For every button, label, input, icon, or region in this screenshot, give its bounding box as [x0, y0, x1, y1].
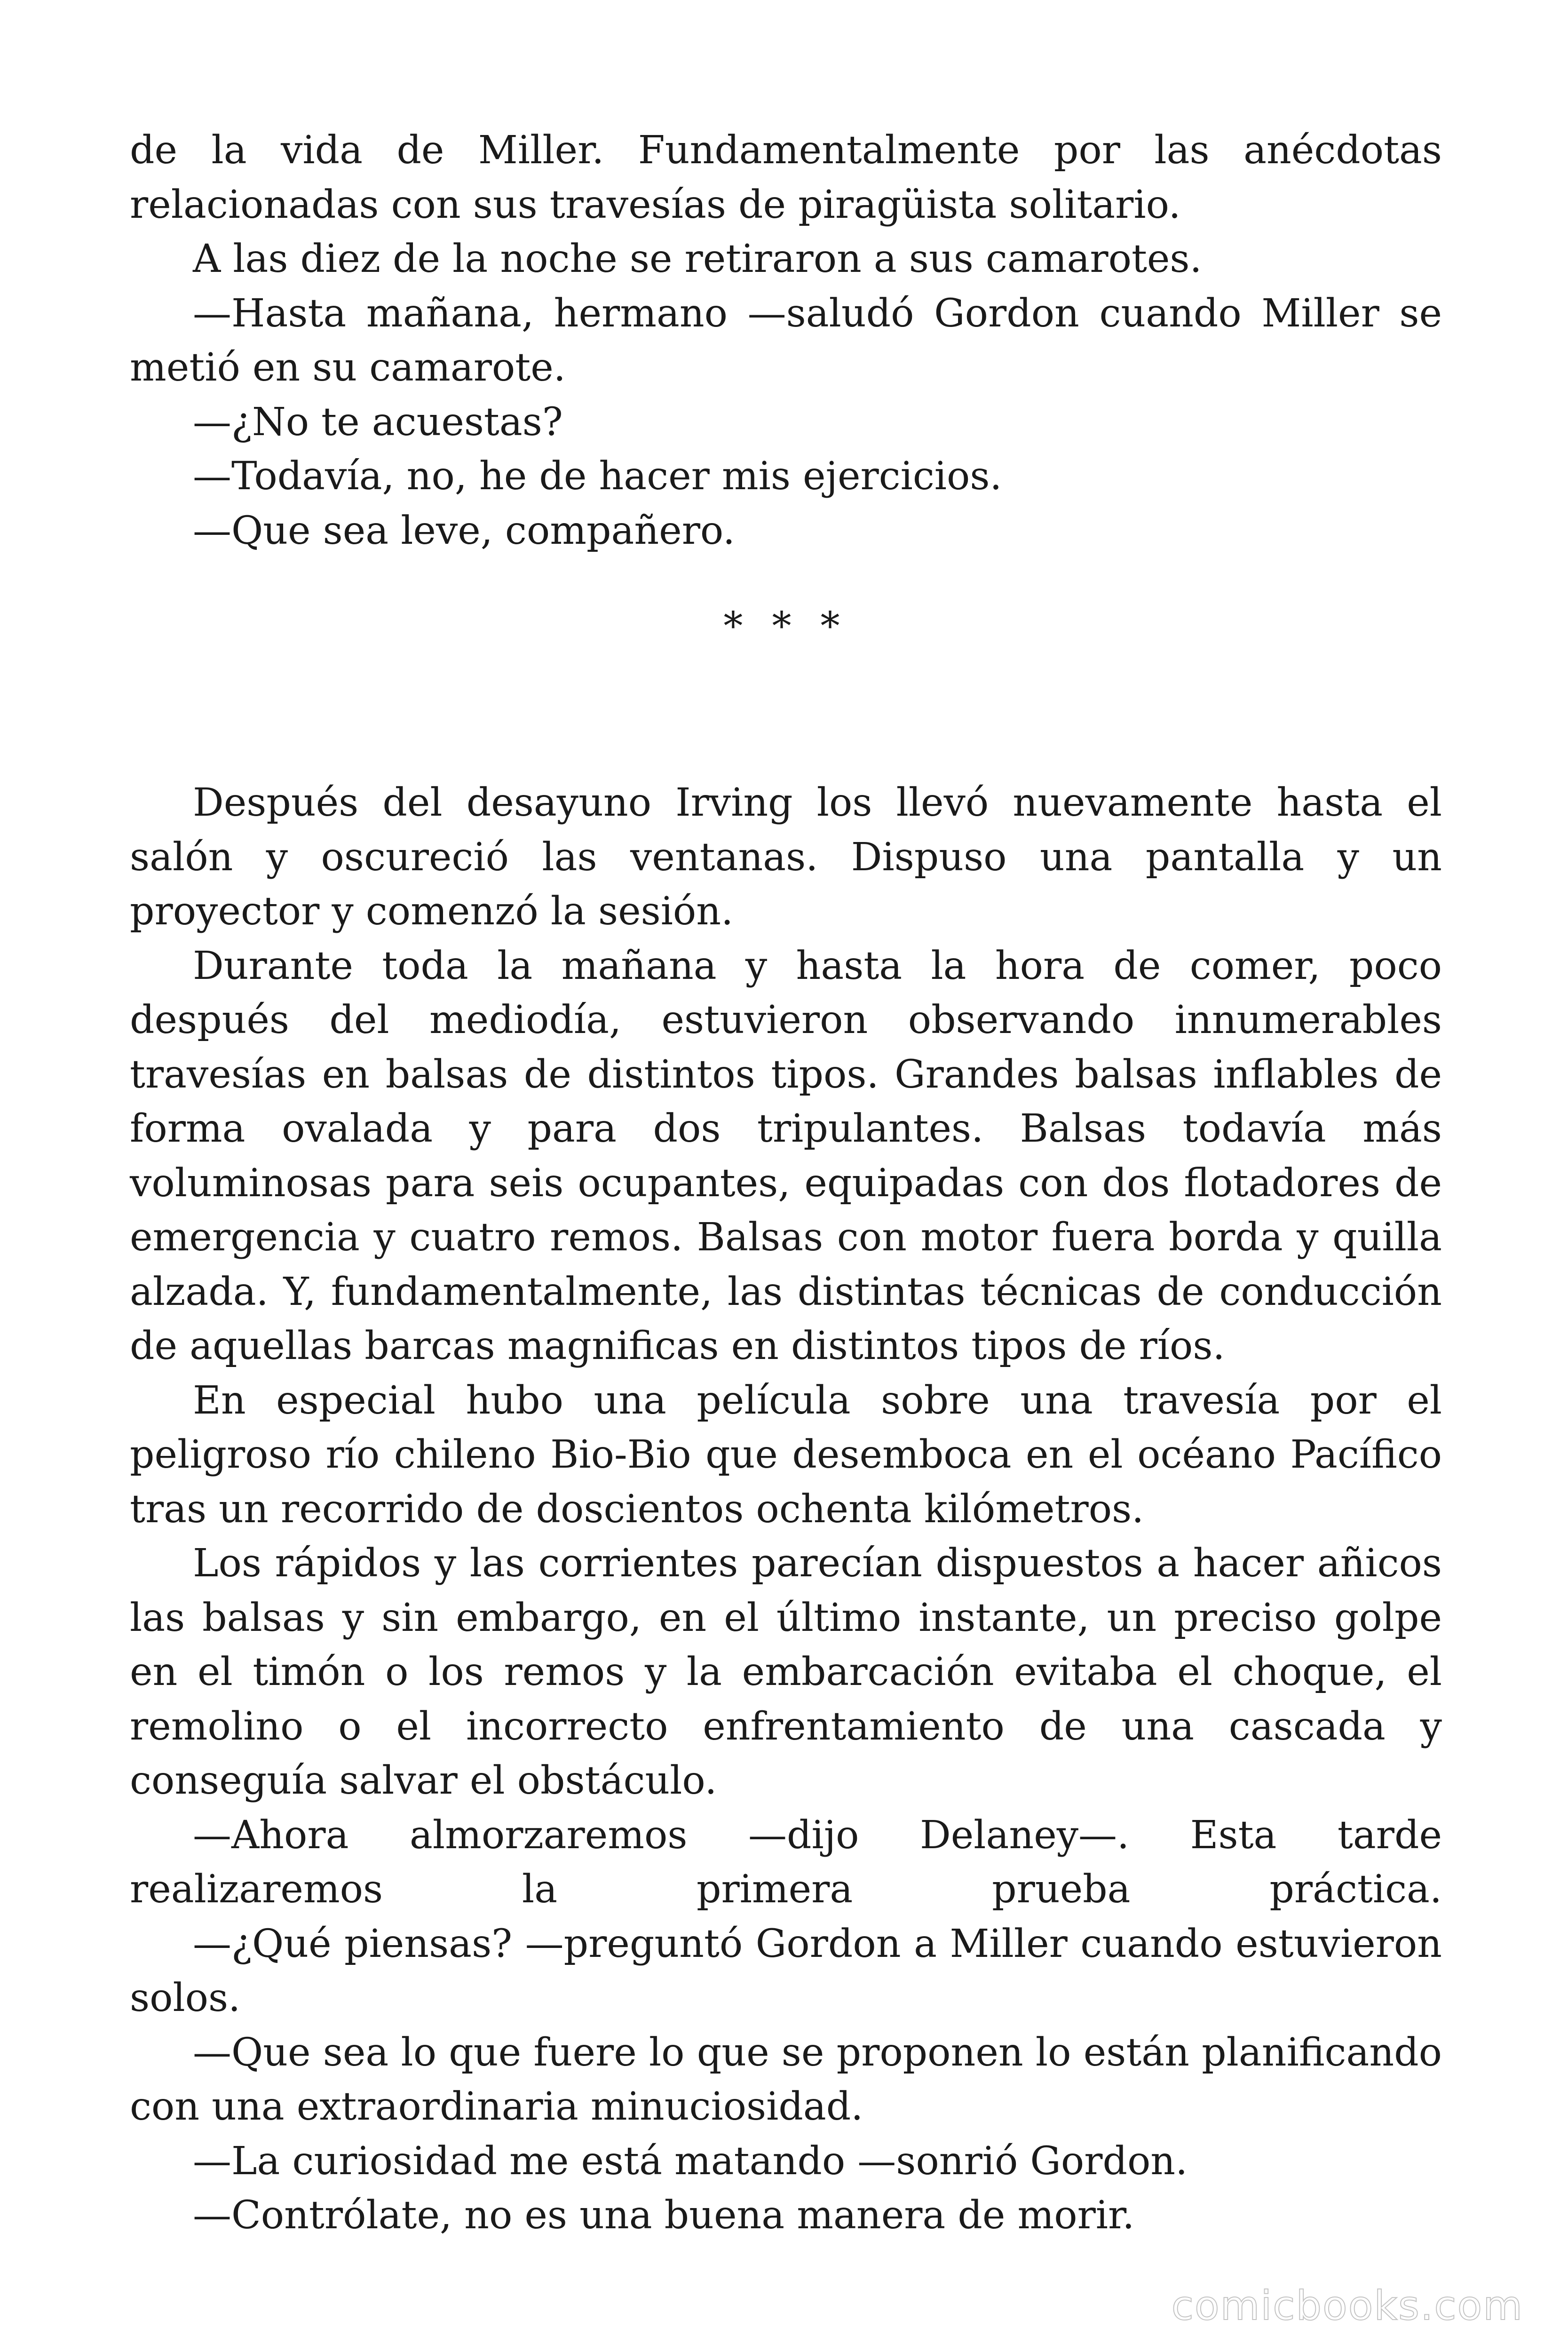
- dialogue-paragraph: —Ahora almorzaremos —dijo Delaney—. Esta tarde realizaremos la primera prueba práctica.: [130, 1812, 1442, 1912]
- dialogue-paragraph: —¿No te acuestas?: [193, 399, 563, 445]
- paragraph: En especial hubo una película sobre una travesía por el peligroso río chileno Bio-Bio que desemboca en el océano Pacífico tras un recorrido de doscientos ochenta kilómetros.: [130, 1378, 1442, 1532]
- dialogue-paragraph: —Todavía, no, he de hacer mis ejercicios.: [193, 454, 1002, 499]
- dialogue-paragraph: —¿Qué piensas? —preguntó Gordon a Miller cuando estuvieron solos.: [130, 1921, 1442, 2020]
- paragraph: Durante toda la mañana y hasta la hora de comer, poco después del mediodía, estuvieron observando innumerables travesías en balsas de distintos tipos. Grandes balsas inflables de forma ovalada y para dos tripulantes. Balsas todavía más voluminosas para seis ocupantes, equipadas con dos flotadores de emergencia y cuatro remos. Balsas con motor fuera borda y quilla alzada. Y, fundamentalmente, las distintas técnicas de conducción de aquellas barcas magnificas en distintos tipos de ríos.: [130, 943, 1442, 1368]
- site-watermark: comicbooks.com: [1171, 2282, 1523, 2329]
- separator-asterisks: * * *: [723, 604, 848, 649]
- paragraph: A las diez de la noche se retiraron a sus camarotes.: [193, 237, 1202, 281]
- paragraph: Los rápidos y las corrientes parecían dispuestos a hacer añicos las balsas y sin embargo, en el último instante, un preciso golpe en el timón o los remos y la embarcación evitaba el choque, el remolino o el incorrecto enfrentamiento de una cascada y conseguía salvar el obstáculo.: [130, 1541, 1442, 1803]
- dialogue-paragraph: —Hasta mañana, hermano —saludó Gordon cuando Miller se metió en su camarote.: [130, 291, 1442, 390]
- dialogue-paragraph: —Contrólate, no es una buena manera de morir.: [193, 2193, 1135, 2238]
- dialogue-paragraph: —Que sea lo que fuere lo que se proponen lo están planificando con una extraordinaria minuciosidad.: [130, 2030, 1442, 2129]
- dialogue-paragraph: —Que sea leve, compañero.: [193, 508, 735, 553]
- paragraph-continuation: de la vida de Miller. Fundamentalmente por las anécdotas relacionadas con sus travesías de piragüista solitario.: [130, 128, 1442, 227]
- section-separator: [130, 558, 1442, 776]
- dialogue-paragraph: —La curiosidad me está matando —sonrió Gordon.: [193, 2138, 1188, 2184]
- book-page-body: [130, 123, 1442, 2243]
- paragraph: Después del desayuno Irving los llevó nuevamente hasta el salón y oscureció las ventanas. Dispuso una pantalla y un proyector y comenzó la sesión.: [130, 780, 1442, 934]
